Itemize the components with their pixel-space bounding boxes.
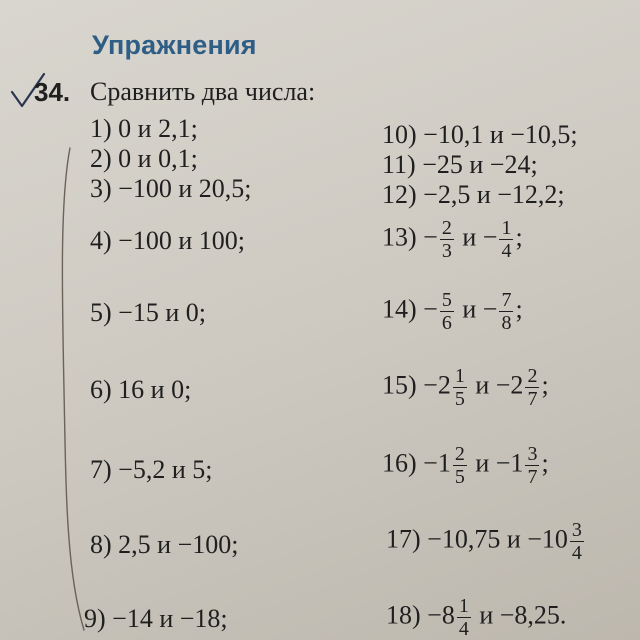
item-1 [90, 114, 198, 144]
item-text: −10,75 и −10 [427, 524, 568, 554]
fraction-a [440, 218, 454, 261]
exercise-number: 34. [34, 77, 71, 107]
fraction-b [499, 218, 513, 261]
fraction-a-whole: −1 [423, 448, 451, 478]
exercise-prompt: Сравнить два числа: [90, 77, 316, 106]
item-label: 17) [386, 524, 421, 554]
item-text: −2,5 и −12,2; [423, 180, 565, 209]
fraction-b-sign: − [482, 294, 498, 324]
item-13 [382, 218, 523, 261]
item-text: 0 и 0,1; [118, 144, 198, 173]
item-10 [382, 120, 578, 150]
fraction-a [453, 444, 467, 487]
item-text: 2,5 и −100; [118, 530, 239, 559]
denominator: 5 [454, 388, 465, 410]
fraction-a [440, 290, 454, 333]
item-17 [386, 520, 586, 563]
denominator: 4 [458, 618, 469, 640]
item-18 [386, 596, 566, 639]
item-text: 0 и 2,1; [118, 114, 198, 143]
item-text: −5,2 и 5; [118, 455, 213, 484]
denominator: 7 [527, 388, 538, 410]
denominator: 4 [571, 542, 582, 564]
item-text: −100 и 20,5; [118, 174, 252, 203]
numerator: 1 [458, 595, 469, 617]
fraction-a-sign: − [423, 294, 438, 324]
item-16 [382, 444, 549, 487]
fraction-b [525, 366, 539, 409]
item-label: 4) [90, 226, 112, 255]
item-text: −25 и −24; [422, 150, 538, 179]
item-text-after: −8,25. [499, 600, 567, 630]
item-label: 2) [90, 144, 112, 173]
item-label: 13) [382, 222, 417, 252]
conjunction: и [462, 222, 477, 252]
item-8 [90, 530, 238, 560]
denominator: 4 [501, 240, 512, 262]
conjunction: и [475, 448, 490, 478]
numerator: 7 [501, 289, 512, 311]
item-label: 14) [382, 294, 417, 324]
item-12 [382, 180, 565, 210]
fraction-a-whole: −8 [427, 600, 455, 630]
item-end: ; [541, 448, 549, 478]
fraction-a [453, 366, 467, 409]
denominator: 3 [441, 240, 452, 262]
item-5 [90, 298, 206, 328]
item-label: 3) [90, 174, 112, 203]
numerator: 1 [454, 365, 465, 387]
item-4 [90, 226, 245, 256]
item-text: −100 и 100; [118, 226, 245, 255]
item-label: 5) [90, 298, 112, 327]
item-7 [90, 455, 212, 485]
item-label: 18) [386, 600, 421, 630]
item-end: ; [515, 294, 523, 324]
numerator: 2 [527, 365, 538, 387]
item-label: 10) [382, 120, 417, 149]
numerator: 2 [454, 443, 465, 465]
denominator: 8 [501, 312, 512, 334]
item-label: 12) [382, 180, 417, 209]
conjunction: и [462, 294, 477, 324]
fraction-a [457, 596, 471, 639]
conjunction: и [479, 600, 494, 630]
fraction-b [525, 444, 539, 487]
item-15 [382, 366, 549, 409]
denominator: 7 [527, 466, 538, 488]
item-3 [90, 174, 251, 204]
item-label: 11) [382, 150, 416, 179]
item-9 [84, 604, 228, 634]
numerator: 1 [501, 217, 512, 239]
item-label: 16) [382, 448, 417, 478]
item-label: 15) [382, 370, 417, 400]
item-11 [382, 150, 538, 180]
numerator: 5 [441, 289, 452, 311]
item-6 [90, 375, 191, 405]
item-label: 8) [90, 530, 112, 559]
denominator: 5 [454, 466, 465, 488]
item-2 [90, 144, 198, 174]
fraction-a-sign: − [423, 222, 438, 252]
item-label: 7) [90, 455, 112, 484]
fraction-b-sign: − [482, 222, 498, 252]
item-text: 16 и 0; [118, 375, 192, 404]
item-end: ; [515, 222, 523, 252]
denominator: 6 [441, 312, 452, 334]
item-text: −10,1 и −10,5; [423, 120, 578, 149]
conjunction: и [475, 370, 490, 400]
fraction-b-whole: −1 [495, 448, 524, 478]
section-title: Упражнения [92, 30, 257, 60]
item-text: −14 и −18; [112, 604, 228, 633]
item-end: ; [541, 370, 549, 400]
numerator: 2 [441, 217, 452, 239]
item-label: 6) [90, 375, 112, 404]
numerator: 3 [527, 443, 538, 465]
fraction-b [499, 290, 513, 333]
item-text: −15 и 0; [118, 298, 206, 327]
item-14 [382, 290, 523, 333]
fraction-b [570, 520, 584, 563]
item-label: 9) [84, 604, 106, 633]
item-label: 1) [90, 114, 112, 143]
fraction-a-whole: −2 [423, 370, 451, 400]
numerator: 3 [571, 519, 582, 541]
fraction-b-whole: −2 [495, 370, 524, 400]
